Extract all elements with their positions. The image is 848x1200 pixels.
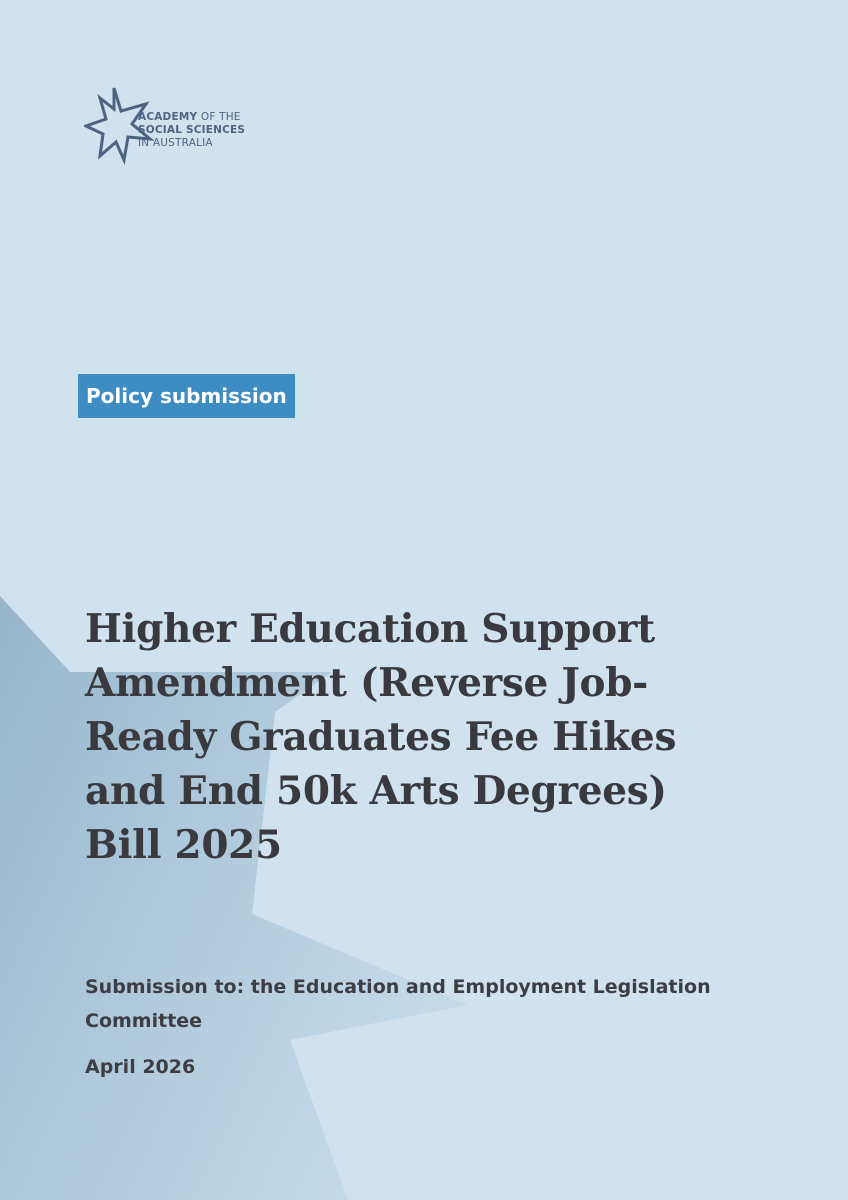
logo-text (138, 111, 245, 150)
academy-logo (84, 84, 254, 170)
submission-recipient (85, 970, 785, 1038)
logo-line-1: ACADEMY OF THE (138, 111, 241, 123)
submission-line: Submission to: the Education and Employment Legislation (85, 976, 711, 998)
publication-date: April 2026 (85, 1056, 196, 1078)
title-line: and End 50k Arts Degrees) (85, 768, 667, 814)
policy-submission-badge: Policy submission (78, 374, 295, 418)
title-line: Higher Education Support (85, 606, 655, 652)
title-line: Bill 2025 (85, 822, 282, 868)
title-line: Amendment (Reverse Job- (85, 660, 649, 706)
logo-line-3: IN AUSTRALIA (138, 137, 213, 149)
title-line: Ready Graduates Fee Hikes (85, 714, 677, 760)
document-title (85, 602, 785, 872)
logo-line-2: SOCIAL SCIENCES (138, 124, 246, 136)
submission-line: Committee (85, 1010, 203, 1032)
